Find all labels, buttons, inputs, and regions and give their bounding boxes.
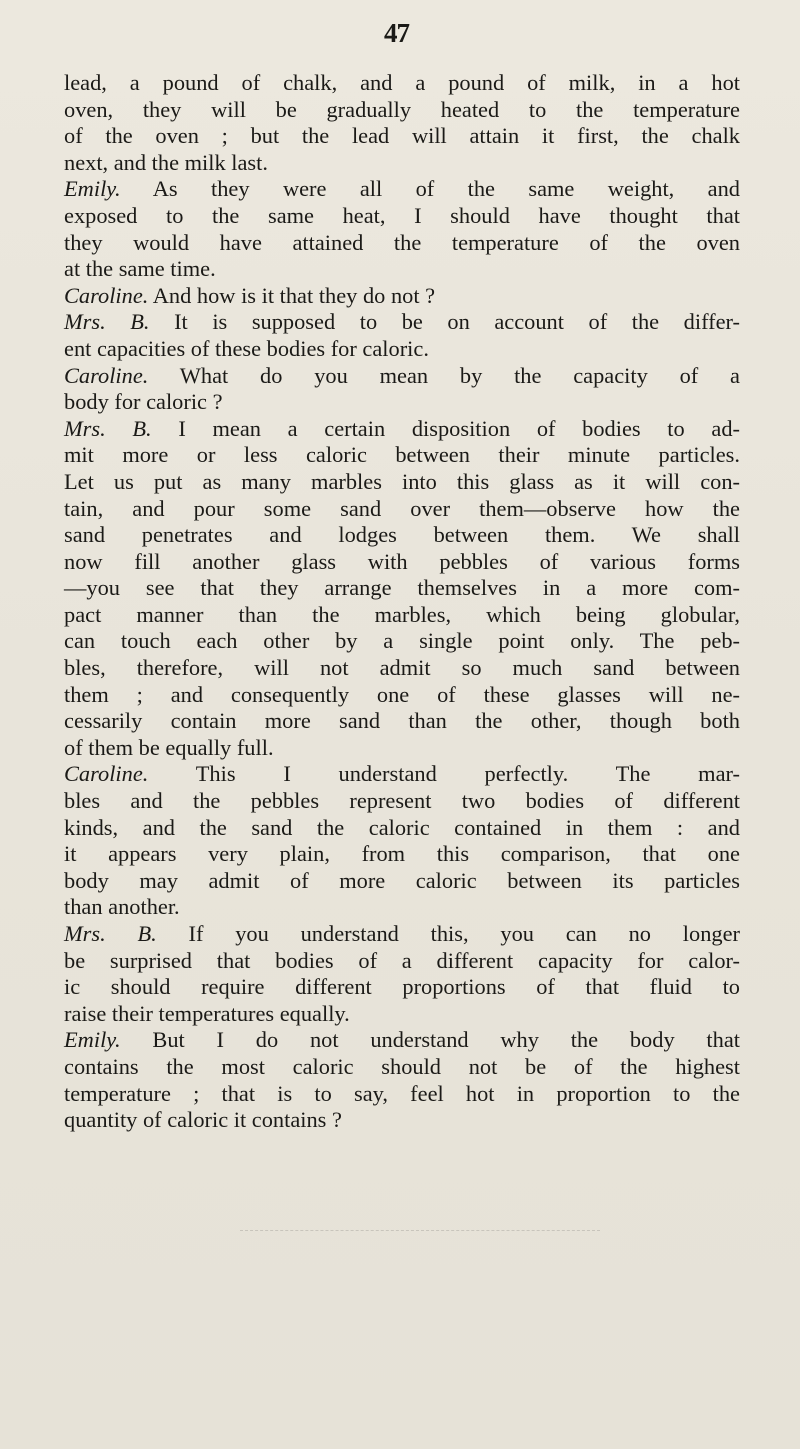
text-line: oven, they will be gradually heated to the temperature bbox=[64, 96, 740, 122]
text-line: kinds, and the sand the caloric contained in them : and bbox=[64, 814, 740, 840]
text-line: mit more or less caloric between their minute particles. bbox=[64, 442, 740, 468]
text-line: Emily. As they were all of the same weight, and bbox=[64, 176, 740, 202]
text-line: Caroline. This I understand perfectly. The mar- bbox=[64, 761, 740, 787]
speaker-name: Emily. bbox=[64, 176, 121, 202]
speaker-name: Mrs. B. bbox=[64, 415, 152, 441]
speaker-name: Mrs. B. bbox=[64, 921, 157, 946]
text-line: body may admit of more caloric between its particles bbox=[64, 867, 740, 893]
speaker-name: Caroline. bbox=[64, 362, 149, 388]
text-line: at the same time. bbox=[64, 256, 216, 282]
text-line: sand penetrates and lodges between them. We shall bbox=[64, 522, 740, 548]
text-line: Caroline. What do you mean by the capacity of a bbox=[64, 362, 740, 388]
text-line: next, and the milk last. bbox=[64, 149, 268, 175]
text-line: body for caloric ? bbox=[64, 389, 223, 415]
text-line: raise their temperatures equally. bbox=[64, 1000, 350, 1026]
text-line: than another. bbox=[64, 894, 180, 920]
text-line: ic should require different proportions of that fluid to bbox=[64, 974, 740, 1000]
speaker-name: Caroline. bbox=[64, 282, 149, 308]
text-line: contains the most caloric should not be of the highest bbox=[64, 1053, 740, 1079]
body-text bbox=[64, 70, 740, 1134]
text-line: Mrs. B. It is supposed to be on account of the differ- bbox=[64, 309, 740, 335]
text-line: pact manner than the marbles, which being globular, bbox=[64, 601, 740, 627]
text-line: ent capacities of these bodies for caloric. bbox=[64, 335, 429, 361]
speaker-name: Mrs. B. bbox=[64, 309, 150, 335]
text-line: exposed to the same heat, I should have thought that bbox=[64, 202, 740, 228]
text-line: bles and the pebbles represent two bodies of different bbox=[64, 788, 740, 814]
text-line: temperature ; that is to say, feel hot in proportion to the bbox=[64, 1080, 740, 1106]
text-line: quantity of caloric it contains ? bbox=[64, 1107, 342, 1133]
text-line: Mrs. B. I mean a certain disposition of bodies to ad- bbox=[64, 415, 740, 441]
text-line: Caroline. And how is it that they do not ? bbox=[64, 282, 436, 308]
text-line: tain, and pour some sand over them—observe how the bbox=[64, 495, 740, 521]
text-line: Emily. But I do not understand why the body that bbox=[64, 1027, 740, 1053]
speaker-name: Caroline. bbox=[64, 761, 149, 787]
text-line: bles, therefore, will not admit so much sand between bbox=[64, 655, 740, 681]
text-line: —you see that they arrange themselves in a more com- bbox=[64, 575, 740, 601]
text-line: of the oven ; but the lead will attain it first, the chalk bbox=[64, 123, 740, 149]
text-line: them ; and consequently one of these glasses will ne- bbox=[64, 681, 740, 707]
text-line: they would have attained the temperature of the oven bbox=[64, 229, 740, 255]
text-line: Let us put as many marbles into this glass as it will con- bbox=[64, 468, 740, 494]
text-line: Mrs. B. If you understand this, you can no longer bbox=[64, 921, 740, 946]
page-number: 47 bbox=[384, 18, 409, 48]
text-line: cessarily contain more sand than the other, though both bbox=[64, 708, 740, 734]
text-line: can touch each other by a single point only. The peb- bbox=[64, 628, 740, 654]
text-line: it appears very plain, from this comparison, that one bbox=[64, 841, 740, 867]
faint-bottom-mark bbox=[240, 1230, 600, 1231]
text-line: be surprised that bodies of a different capacity for calor- bbox=[64, 947, 740, 973]
speaker-name: Emily. bbox=[64, 1027, 121, 1053]
text-line: lead, a pound of chalk, and a pound of milk, in a hot bbox=[64, 70, 740, 95]
text-line: of them be equally full. bbox=[64, 734, 274, 760]
text-line: now fill another glass with pebbles of various forms bbox=[64, 548, 740, 574]
